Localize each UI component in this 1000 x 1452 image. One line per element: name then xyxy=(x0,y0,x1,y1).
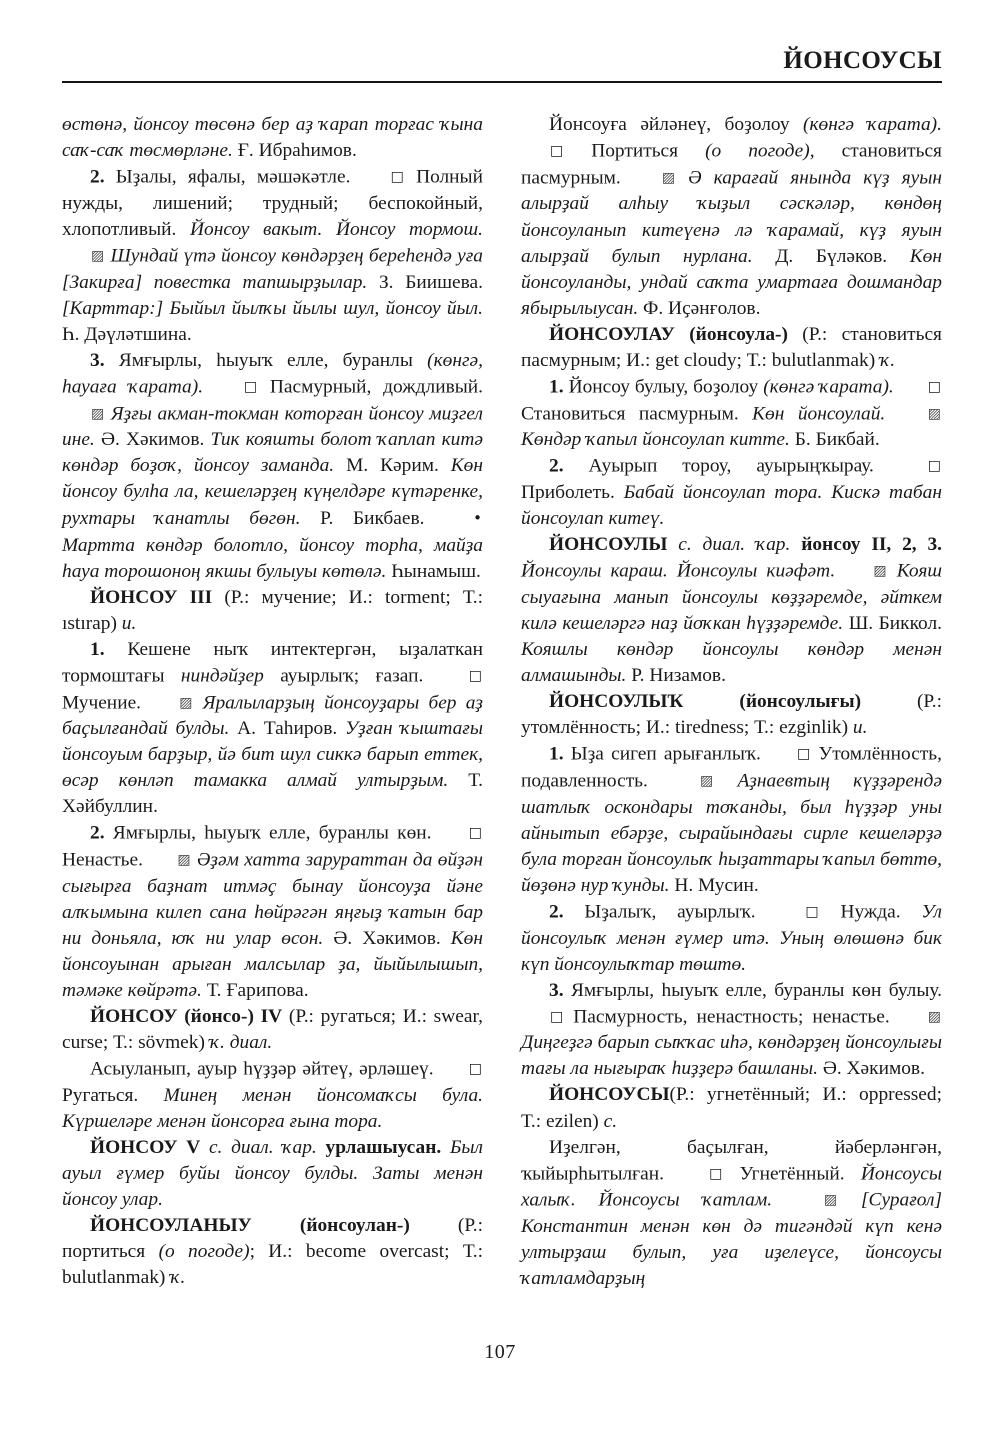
proverb-source: Һынамыш. xyxy=(391,560,481,582)
sense-number: 1. xyxy=(549,376,564,398)
left-column xyxy=(62,112,483,1292)
headword: ЙОНСОУЛЫ xyxy=(549,534,668,556)
entry-examples: Йонсоусы халыҡ. Йонсоусы ҡатлам. xyxy=(521,1163,942,1211)
headword: ЙОНСОУЛЫҠ xyxy=(549,691,684,713)
citation-author: Н. Мусин. xyxy=(674,874,759,896)
entry-headword-line xyxy=(62,1004,483,1056)
headword: ЙОНСОУСЫ xyxy=(549,1084,670,1106)
citation-text: Көн йонсоуынан арыған малсылар ҙа, йыйылышып, тәмәке көйрәтә. xyxy=(62,928,483,1002)
headword-pos: ҡ. xyxy=(209,1032,225,1054)
citation-block-icon: ▨ xyxy=(927,1008,941,1025)
headword-pos: с. xyxy=(603,1110,618,1132)
citation-author: Ә. Хәкимов. xyxy=(822,1058,925,1080)
sense-gloss-russian: Пасмурный, дождливый. xyxy=(269,376,483,398)
running-head: ЙОНСОУСЫ xyxy=(783,47,942,74)
sense-usage-note: (көнгә ҡарата). xyxy=(763,376,894,398)
example-author: Ғ. Ибраһимов. xyxy=(237,140,357,162)
headword-variant: (йонсоулан-) xyxy=(299,1215,410,1237)
citation-text: Тик кояшты болот ҡаплап китә көндәр боҙоҡ, йонсоу заманда. xyxy=(62,429,483,477)
citation-author: Т. Хәйбуллин. xyxy=(62,770,483,818)
open-square-icon: □ xyxy=(709,1165,723,1182)
right-column xyxy=(521,112,942,1292)
sense-block xyxy=(62,348,483,585)
entry-headword-line xyxy=(521,322,942,374)
sense-block xyxy=(62,820,483,1004)
sense-gloss-italic: ниндәйҙер xyxy=(180,665,264,687)
sense-gloss-bashkir: Иҙелгән, баҫылған, йәберләнгән, ҡыйырһытылған. xyxy=(521,1136,942,1185)
sense-gloss-russian: Угнетённый. xyxy=(739,1163,845,1185)
open-square-icon: □ xyxy=(468,1061,482,1078)
sense-block xyxy=(521,978,942,1083)
citation-author: З. Биишева. xyxy=(378,271,483,293)
headword-etymology-note: (о погоде) xyxy=(158,1241,250,1263)
open-square-icon: □ xyxy=(468,667,482,684)
sense-gloss-russian: Полный нужды, лишений; трудный; беспокойный, хлопотливый. xyxy=(62,166,483,240)
citation-text: Көндәр ҡапыл йонсоулап китте. xyxy=(521,429,790,451)
sense-block xyxy=(521,374,942,453)
citation-author: Һ. Дәүләтшина. xyxy=(62,323,192,345)
example-text: өстөнә, йонсоу төсөнә бер аҙ ҡарап торғас ҡына саҡ-саҡ төсмөрләне. xyxy=(62,114,483,162)
citation-author: Ш. Биккол. xyxy=(848,612,942,634)
sense-gloss-russian-cont: становиться пасмурным. xyxy=(521,140,942,189)
sense-gloss-bashkir: Ыҙа сигеп арығанлыҡ. xyxy=(570,743,761,765)
sense-number: 1. xyxy=(90,638,105,660)
open-square-icon: □ xyxy=(927,458,941,475)
sense-gloss-bashkir: Ыҙалы, яфалы, мәшәкәтле. xyxy=(115,166,351,188)
open-square-icon: □ xyxy=(927,378,942,395)
sense-gloss-bashkir: Асыуланып, ауыр һүҙҙәр әйтеү, әрләшеү. xyxy=(90,1058,434,1080)
citation-text: Яҙғы акман-токман которған йонсоу миҙгел ине. xyxy=(62,403,483,451)
headword-roman-numeral: IV xyxy=(260,1006,283,1028)
open-square-icon: □ xyxy=(243,378,258,395)
citation-text: Яралыларҙың йонсоуҙары бер аҙ баҫылғандай булды. xyxy=(62,692,483,740)
headword-etymology-cont: ; И.: become overcast; Т.: bulutlanmak) xyxy=(62,1241,483,1289)
citation-author: Р. Бикбаев. xyxy=(320,508,425,530)
continued-sense-block xyxy=(521,112,942,322)
sense-gloss-bashkir: Йонсоуға әйләнеү, боҙолоу xyxy=(549,114,790,135)
citation-text: Көн йонсоу булһа ла, кешеләрҙең күңелдәре күтәренке, рухтары ҡанатлы бөгөн. xyxy=(62,455,483,530)
headword: ЙОНСОУ xyxy=(90,1137,178,1159)
sense-block xyxy=(62,1056,483,1135)
short-examples: Йонсоу вакыт. Йонсоу тормош. xyxy=(190,218,483,240)
sense-gloss-russian: Портиться xyxy=(591,140,679,162)
header-rule xyxy=(62,81,942,83)
citation-block-icon: ▨ xyxy=(823,1192,838,1209)
citation-text: [Карттар:] Быйыл йылҡы йылы шул, йонсоу йыл. xyxy=(62,297,483,319)
bullet-icon: • xyxy=(473,509,483,528)
sense-gloss-russian: Утомлённость, подавленность. xyxy=(521,743,942,792)
cross-reference: йонсоу II, 2, 3. xyxy=(801,534,943,556)
sense-block xyxy=(62,164,483,348)
sense-number: 2. xyxy=(549,455,564,477)
citation-block-icon: ▨ xyxy=(873,563,887,580)
headword-pos: и. xyxy=(852,717,868,739)
open-square-icon: □ xyxy=(550,143,564,160)
sense-usage-note: (көнгә ҡарата). xyxy=(802,114,942,135)
headword-pos: и. xyxy=(121,612,137,634)
sense-gloss-russian: Мучение. xyxy=(62,692,142,714)
headword-label: диал. xyxy=(229,1032,273,1054)
citation-text: Диңгеҙгә барып сыҡҡас иһә, көндәрҙең йонсоулығы тағы ла нығыраҡ һиҙҙерә башланы. xyxy=(521,1032,942,1080)
citation-text: Шундай үтә йонсоу көндәрҙең береһендә уға [Закирға] повестка тапшырҙылар. xyxy=(62,245,483,293)
citation-text: Көн йонсоуланды, ундай саҡта умартаға дошмандар ябырылыусан. xyxy=(521,245,942,319)
headword: ЙОНСОУ xyxy=(90,586,178,608)
entry-headword-line xyxy=(521,1082,942,1134)
entry-examples: Йонсоулы караш. Йонсоулы киәфәт. xyxy=(521,560,836,582)
entry-headword-line xyxy=(62,585,483,637)
citation-author: Б. Бикбай. xyxy=(794,429,880,451)
sense-gloss-bashkir: Йонсоу булыу, боҙолоу xyxy=(568,376,759,398)
headword-etymology: (Р.: угнетённый; И.: oppressed; Т.: ezilen) xyxy=(521,1084,942,1132)
citation-author: Т. Ғарипова. xyxy=(206,980,309,1002)
citation-block-icon: ▨ xyxy=(700,772,714,789)
sense-block xyxy=(62,637,483,821)
open-square-icon: □ xyxy=(805,903,819,920)
sense-gloss-bashkir: Кешене ныҡ интектергән, ыҙалаткан тормоштағы xyxy=(62,638,483,687)
entry-examples: Минең менән йонсомаҡсы була. Күршеләре менән йонсорға ғына тора. xyxy=(62,1084,483,1133)
headword-etymology: (Р.: ругаться; И.: swear, curse; Т.: sövmek) xyxy=(62,1006,483,1054)
headword-etymology: (Р.: становиться пасмурным; И.: get cloudy; Т.: bulutlanmak) xyxy=(521,323,942,371)
entry-headword-line xyxy=(521,689,942,741)
sense-number: 2. xyxy=(90,823,105,845)
entry-headword-line xyxy=(521,532,942,689)
headword-variant: (йонсоула-) xyxy=(689,323,788,345)
sense-gloss-bashkir: Ыҙалыҡ, ауырлыҡ. xyxy=(584,901,756,923)
citation-block-icon: ▨ xyxy=(927,405,941,422)
citation-author: А. Таһиров. xyxy=(237,718,338,740)
headword: ЙОНСОУЛАНЫУ xyxy=(90,1215,252,1237)
entry-examples: Бабай йонсоулап тора. Кискә табан йонсоулап китеү. xyxy=(521,482,942,530)
entry-headword-line xyxy=(62,1213,483,1291)
citation-author: Ә. Хәкимов. xyxy=(333,928,441,950)
sense-block xyxy=(521,741,942,899)
citation-text: [Сурағол] Константин менән көн дә тигәндәй күп кенә ултырҙаш булып, уға иҙелеүсе, йонсоусы ҡатламдарҙың xyxy=(521,1189,942,1290)
continued-example-tail xyxy=(62,112,483,164)
citation-text: Аҙнаевтың күҙҙәрендә шатлыҡ оскондары тоҡанды, был һүҙҙәр уны айнытып ебәрҙе, сырайындағы сирле кешеләрҙә була торған йонсоулыҡ һыҙаттары ҡапыл бөттө, йөҙөнә нур ҡунды. xyxy=(521,770,942,896)
headword: ЙОНСОУ xyxy=(90,1006,178,1028)
citation-author: Ф. Иҫәнғолов. xyxy=(643,297,761,319)
entry-headword-line xyxy=(62,1135,483,1213)
cross-reference: урлашыусан. xyxy=(325,1137,442,1159)
sense-gloss-russian: Ругаться. xyxy=(62,1084,139,1106)
headword-etymology: (Р.: утомлённость; И.: tiredness; Т.: ezginlik) xyxy=(521,691,942,739)
entry-examples: Был ауыл ғүмер буйы йонсоу булды. Заты менән йонсоу улар. xyxy=(62,1137,483,1211)
citation-block-icon: ▨ xyxy=(661,169,676,186)
citation-block-icon: ▨ xyxy=(177,852,191,869)
open-square-icon: □ xyxy=(390,169,404,186)
sense-gloss-bashkir: Ямғырлы, һыуыҡ елле, буранлы көн булыу. xyxy=(570,979,942,1001)
sense-gloss-russian: Нужда. xyxy=(840,901,901,923)
sense-gloss-bashkir: Ямғырлы, һыуыҡ елле, буранлы көн. xyxy=(112,823,432,845)
headword-pos: ҡ. xyxy=(880,349,896,371)
sense-gloss-bashkir: Ауырып тороу, ауырыңҡырау. xyxy=(588,455,874,477)
sense-usage-note: (көнгә, һауаға ҡарата). xyxy=(62,349,483,398)
page-header xyxy=(62,48,942,83)
citation-text: Ә карағай янында күҙ яуын алырҙай алһыу ҡыҙыл сәскәләр, көндөң йонсоуланып китеүенә лә ҡарамай, күҙ яуын алырҙай булып нурлана. xyxy=(521,167,942,267)
headword-label: с. диал. ҡар. xyxy=(678,534,791,556)
citation-block-icon: ▨ xyxy=(91,247,105,264)
sense-block xyxy=(521,899,942,978)
headword-roman-numeral: III xyxy=(189,586,213,608)
citation-author: Ә. Хәкимов. xyxy=(100,429,205,451)
headword-roman-numeral: V xyxy=(186,1137,201,1159)
sense-number: 3. xyxy=(549,979,564,1001)
sense-gloss-bashkir-cont: ауырлыҡ; ғазап. xyxy=(280,665,424,687)
entry-examples: Ул йонсоулыҡ менән ғүмер итә. Уның өлөшөнә бик күп йонсоулыҡтар төштө. xyxy=(521,901,942,975)
citation-text: Әҙәм хатта зарураттан да өйҙән сығырға баҙнат итмәҫ бынау йонсоуҙа йәне алҡымына килеп сана һөйрәгән яңғыҙ ҡатын бар ни доньяла, юҡ ни улар өсон. xyxy=(62,849,483,950)
citation-text: Уҙған ҡыштағы йонсоуым барҙыр, йә бит шул сиккә барып еттек, өсәр көнләп тамакка алмай ултырҙым. xyxy=(62,718,483,792)
sense-number: 3. xyxy=(90,349,105,371)
sense-gloss-russian: Становиться пасмурным. xyxy=(521,403,739,425)
citation-author: Р. Низамов. xyxy=(631,665,726,687)
sense-block xyxy=(521,453,942,532)
sense-gloss-bashkir: Ямғырлы, һыуыҡ елле, буранлы xyxy=(118,349,413,371)
sense-block xyxy=(521,1135,942,1293)
open-square-icon: □ xyxy=(550,1008,564,1025)
short-examples: Көн йонсоулай. xyxy=(752,403,886,425)
sense-number: 2. xyxy=(549,901,564,923)
citation-text: Кояшлы көндәр йонсоулы көндәр менән алмашынды. xyxy=(521,638,942,687)
sense-gloss-russian: Ненастье. xyxy=(62,849,143,871)
sense-number: 2. xyxy=(90,166,105,188)
headword-label: с. диал. ҡар. xyxy=(208,1137,317,1159)
citation-block-icon: ▨ xyxy=(91,405,105,422)
citation-author: М. Кәрим. xyxy=(346,455,439,477)
citation-author: Д. Бүләков. xyxy=(775,245,888,267)
sense-gloss-russian: Приболеть. xyxy=(521,482,615,504)
headword-etymology: (Р.: портиться xyxy=(62,1215,483,1263)
proverb-text: Мартта көндәр болотло, йонсоу торһа, майҙа һауа торошоноң якшы булыуы көтөлә. xyxy=(62,534,483,582)
column-container xyxy=(62,112,942,1292)
headword-variant: (йонсо-) xyxy=(184,1006,254,1028)
page-number: 107 xyxy=(484,1341,516,1363)
headword: ЙОНСОУЛАУ xyxy=(549,323,675,345)
open-square-icon: □ xyxy=(468,825,482,842)
citation-text: Кояш сыуағына манып йонсоулы көҙҙәремде, әйткем килә кешеләргә наҙ йоҡкан һүҙҙәремде. xyxy=(521,560,942,634)
headword-etymology: (Р.: мучение; И.: torment; Т.: ıstırap) xyxy=(62,586,483,634)
open-square-icon: □ xyxy=(797,746,811,763)
sense-gloss-russian: Пасмурность, ненастность; ненастье. xyxy=(573,1006,890,1028)
sense-number: 1. xyxy=(549,743,564,765)
sense-usage-note-russian: (о погоде), xyxy=(705,140,815,162)
citation-block-icon: ▨ xyxy=(179,694,193,711)
headword-variant: (йонсоулығы) xyxy=(739,691,862,713)
headword-pos: ҡ. xyxy=(170,1267,186,1289)
